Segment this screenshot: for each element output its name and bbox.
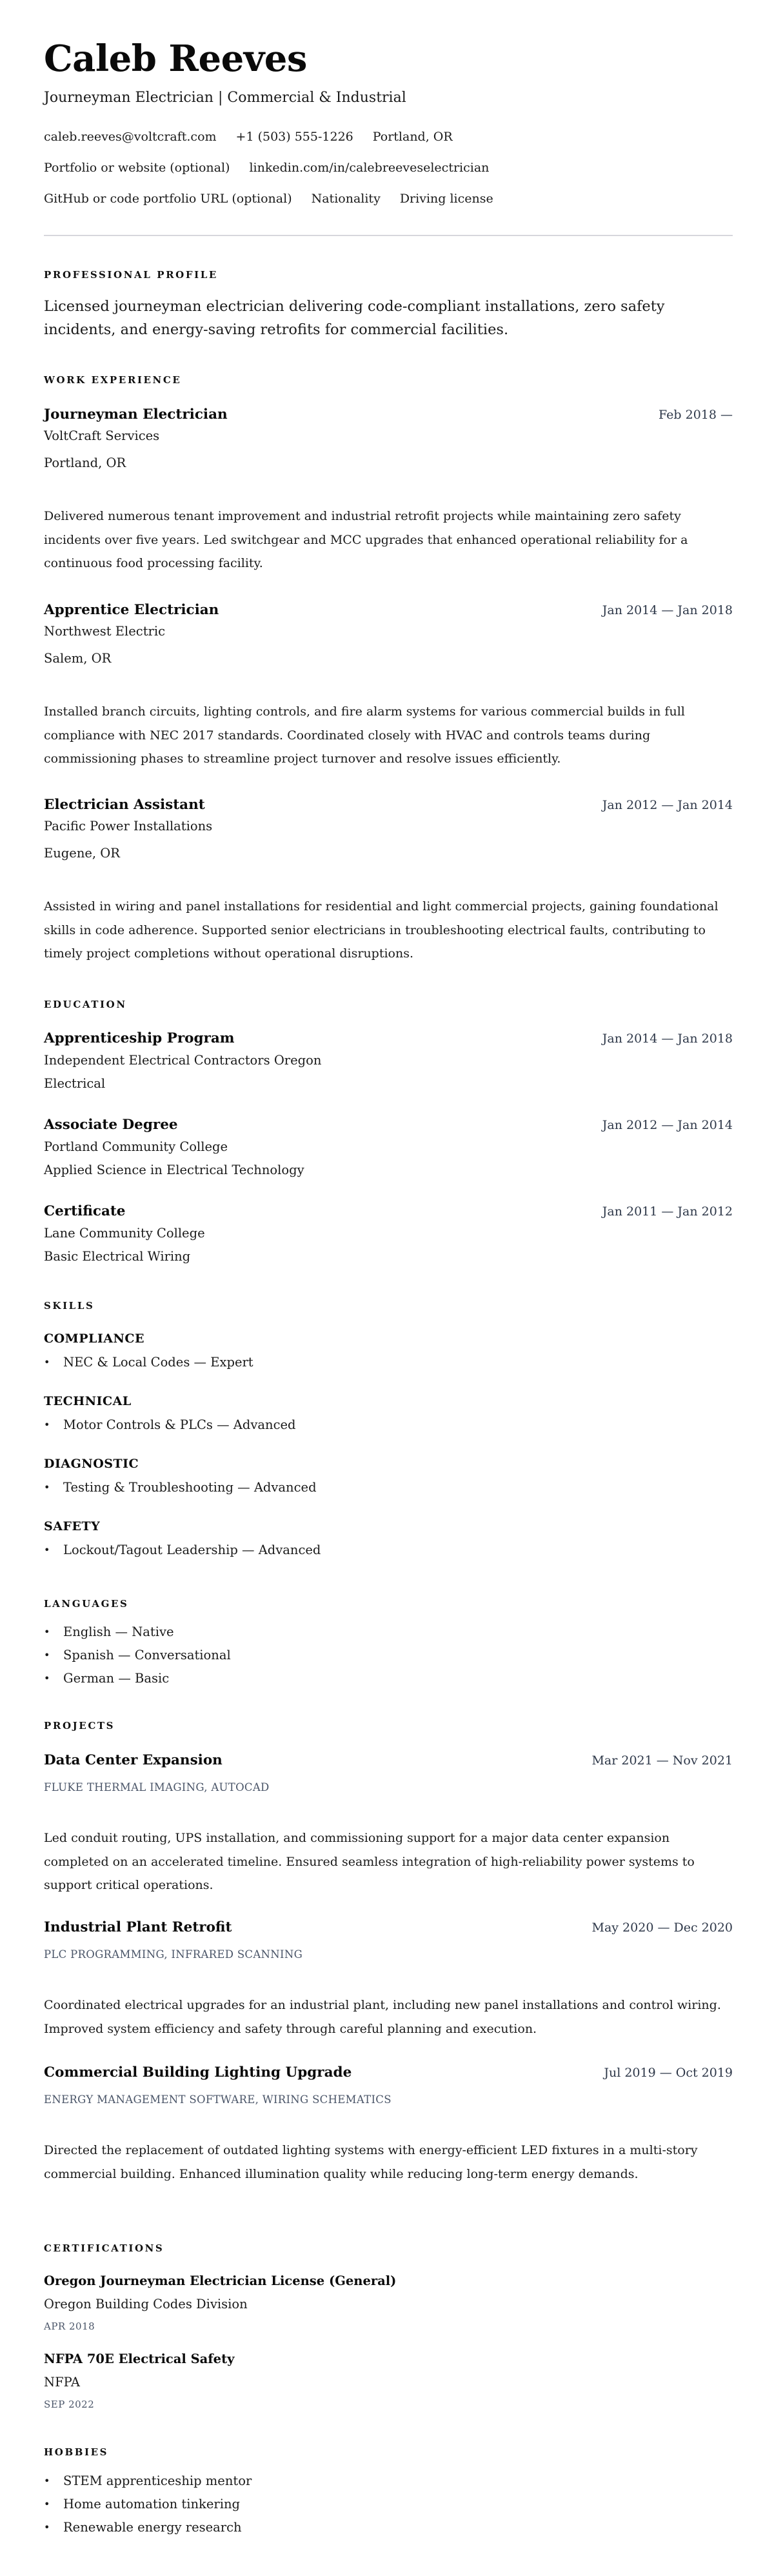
section-heading-certifications: CERTIFICATIONS — [44, 2242, 164, 2254]
section-heading-languages: LANGUAGES — [44, 1598, 129, 1610]
contact-location: Portland, OR — [372, 130, 453, 144]
contact-nationality: Nationality — [311, 192, 381, 206]
job-company: Pacific Power Installations — [44, 819, 213, 834]
education-entry — [44, 1115, 733, 1179]
job-location: Eugene, OR — [44, 846, 120, 861]
skill-category — [44, 1455, 733, 1499]
candidate-name: Caleb Reeves — [44, 37, 307, 80]
skill-category-name: DIAGNOSTIC — [44, 1457, 139, 1471]
job-entry — [44, 405, 733, 575]
certification-issuer: NFPA — [44, 2375, 81, 2390]
language-item: • English — Native — [44, 1621, 733, 1644]
section-heading-skills: SKILLS — [44, 1300, 95, 1312]
project-technologies: ENERGY MANAGEMENT SOFTWARE, WIRING SCHEMATICS — [44, 2093, 392, 2106]
education-dates: Jan 2011 — Jan 2012 — [602, 1204, 733, 1219]
job-description: Delivered numerous tenant improvement and industrial retrofit projects while maintaining zero safety incidents over five years. Led switchgear and MCC upgrades that enhanced operational reliability for a continuous food processing facility. — [44, 509, 688, 570]
certification-title: NFPA 70E Electrical Safety — [44, 2351, 235, 2366]
contact-email[interactable]: caleb.reeves@voltcraft.com — [44, 130, 217, 144]
skill-category — [44, 1518, 733, 1562]
job-company: VoltCraft Services — [44, 428, 160, 443]
section-heading-hobbies: HOBBIES — [44, 2446, 109, 2458]
contact-row — [44, 190, 513, 208]
language-item: • German — Basic — [44, 1667, 733, 1690]
job-dates: Feb 2018 — — [659, 408, 733, 422]
education-dates: Jan 2012 — Jan 2014 — [602, 1118, 733, 1132]
project-entry — [44, 2063, 733, 2186]
section-heading-education: EDUCATION — [44, 999, 127, 1010]
section-heading-projects: PROJECTS — [44, 1720, 115, 1732]
project-title: Industrial Plant Retrofit — [44, 1919, 232, 1935]
education-title: Apprenticeship Program — [44, 1030, 235, 1046]
job-dates: Jan 2014 — Jan 2018 — [602, 603, 733, 617]
skill-item: • Testing & Troubleshooting — Advanced — [44, 1476, 733, 1499]
project-title: Data Center Expansion — [44, 1752, 223, 1768]
skill-category-name: COMPLIANCE — [44, 1332, 144, 1346]
project-title: Commercial Building Lighting Upgrade — [44, 2064, 352, 2081]
job-title: Apprentice Electrician — [44, 602, 219, 618]
job-title: Journeyman Electrician — [44, 406, 228, 423]
skill-category — [44, 1393, 733, 1437]
language-list — [44, 1621, 733, 1690]
education-institution: Lane Community College — [44, 1226, 205, 1241]
job-title: Electrician Assistant — [44, 797, 205, 813]
header-divider — [44, 235, 733, 236]
education-detail: Electrical — [44, 1076, 106, 1091]
skill-category-name: SAFETY — [44, 1519, 101, 1533]
job-location: Salem, OR — [44, 651, 112, 666]
candidate-headline: Journeyman Electrician | Commercial & Industrial — [44, 90, 406, 106]
job-entry — [44, 601, 733, 771]
project-dates: Mar 2021 — Nov 2021 — [591, 1753, 733, 1768]
education-entry — [44, 1202, 733, 1266]
education-institution: Portland Community College — [44, 1139, 228, 1154]
education-title: Certificate — [44, 1203, 126, 1219]
job-description: Assisted in wiring and panel installations for residential and light commercial projects, gaining foundational skills in code adherence. Supported senior electricians in troubleshooting electrical faults, contributing to timely project completions without operational disruptions. — [44, 899, 719, 961]
language-item: • Spanish — Conversational — [44, 1644, 733, 1667]
project-dates: May 2020 — Dec 2020 — [591, 1921, 733, 1935]
skill-category-name: TECHNICAL — [44, 1394, 132, 1408]
project-dates: Jul 2019 — Oct 2019 — [604, 2066, 733, 2080]
education-dates: Jan 2014 — Jan 2018 — [602, 1032, 733, 1046]
job-dates: Jan 2012 — Jan 2014 — [602, 798, 733, 812]
project-entry — [44, 1918, 733, 2041]
skill-item: • NEC & Local Codes — Expert — [44, 1351, 733, 1374]
contact-linkedin[interactable]: linkedin.com/in/calebreeveselectrician — [249, 161, 490, 175]
contact-github[interactable]: GitHub or code portfolio URL (optional) — [44, 192, 292, 206]
contact-driving-license: Driving license — [399, 192, 493, 206]
education-detail: Applied Science in Electrical Technology — [44, 1163, 304, 1177]
project-technologies: PLC PROGRAMMING, INFRARED SCANNING — [44, 1948, 303, 1961]
education-institution: Independent Electrical Contractors Oregon — [44, 1053, 322, 1068]
certification-entry — [44, 2351, 733, 2411]
certification-title: Oregon Journeyman Electrician License (General) — [44, 2273, 397, 2288]
project-technologies: FLUKE THERMAL IMAGING, AUTOCAD — [44, 1781, 270, 1793]
education-entry — [44, 1029, 733, 1093]
project-description: Led conduit routing, UPS installation, and commissioning support for a major data center expansion completed on an accelerated timeline. Ensured seamless integration of high-reliability power systems to support critical operations. — [44, 1831, 695, 1892]
certification-issuer: Oregon Building Codes Division — [44, 2297, 248, 2311]
contact-row — [44, 159, 508, 177]
skill-item: • Motor Controls & PLCs — Advanced — [44, 1413, 733, 1437]
section-heading-profile: PROFESSIONAL PROFILE — [44, 269, 218, 281]
certification-entry — [44, 2273, 733, 2333]
skill-category — [44, 1330, 733, 1374]
hobby-item: • Home automation tinkering — [44, 2493, 733, 2516]
education-title: Associate Degree — [44, 1117, 178, 1133]
job-description: Installed branch circuits, lighting controls, and fire alarm systems for various commercial builds in full compliance with NEC 2017 standards. Coordinated closely with HVAC and controls teams during commissioning phases to streamline project turnover and resolve issues efficiently. — [44, 704, 685, 766]
project-description: Coordinated electrical upgrades for an industrial plant, including new panel installations and control wiring. Improved system efficiency and safety through careful planning and execution. — [44, 1998, 721, 2036]
project-entry — [44, 1751, 733, 1897]
project-description: Directed the replacement of outdated lighting systems with energy-efficient LED fixtures in a multi-story commercial building. Enhanced illumination quality while reducing long-term energy demands. — [44, 2143, 698, 2181]
skill-item: • Lockout/Tagout Leadership — Advanced — [44, 1539, 733, 1562]
job-location: Portland, OR — [44, 455, 126, 470]
certification-date: APR 2018 — [44, 2321, 95, 2332]
profile-summary: Licensed journeyman electrician delivering code-compliant installations, zero safety incidents, and energy-saving retrofits for commercial facilities. — [44, 298, 665, 338]
contact-phone[interactable]: +1 (503) 555-1226 — [235, 130, 353, 144]
job-entry — [44, 795, 733, 966]
section-heading-experience: WORK EXPERIENCE — [44, 374, 182, 386]
hobby-item: • Renewable energy research — [44, 2516, 733, 2539]
certification-date: SEP 2022 — [44, 2399, 95, 2410]
contact-row — [44, 128, 472, 146]
hobby-item: • STEM apprenticeship mentor — [44, 2470, 733, 2493]
contact-portfolio[interactable]: Portfolio or website (optional) — [44, 161, 230, 175]
education-detail: Basic Electrical Wiring — [44, 1249, 191, 1264]
job-company: Northwest Electric — [44, 624, 166, 639]
hobby-list — [44, 2470, 733, 2539]
